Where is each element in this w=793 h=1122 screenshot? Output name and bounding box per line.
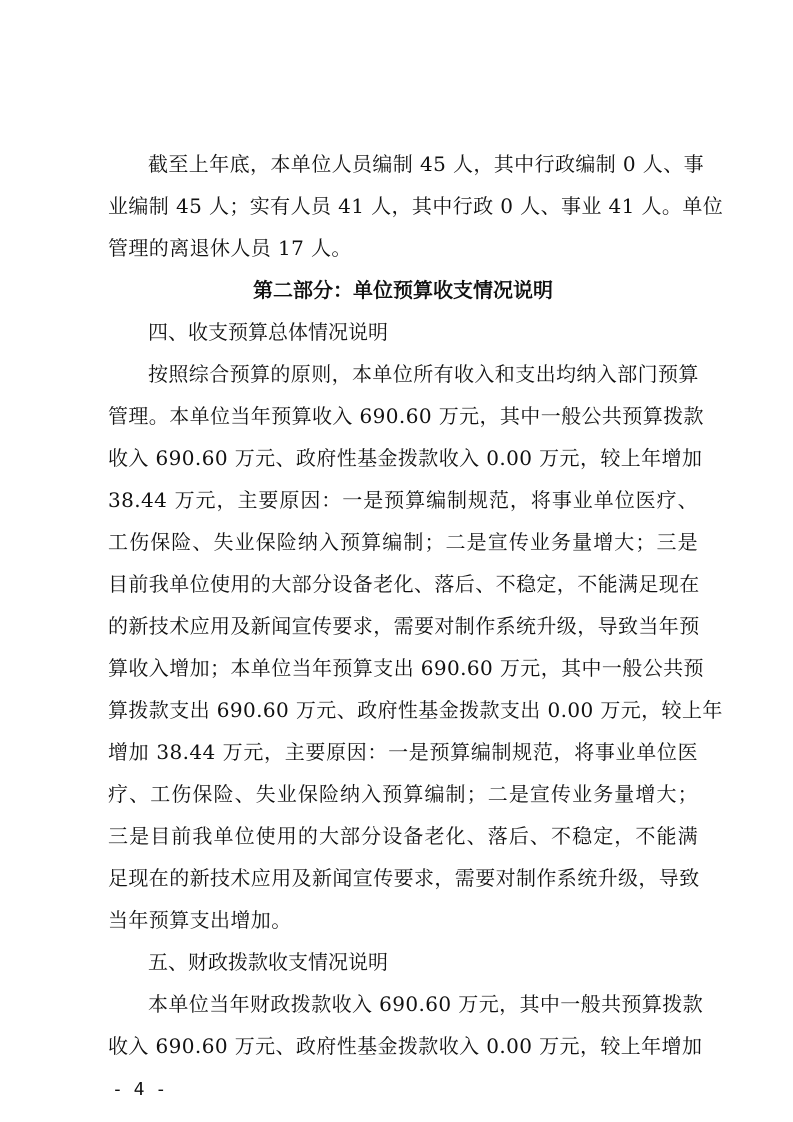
- paragraph-line: 工伤保险、失业保险纳入预算编制；二是宣传业务量增大；三是: [108, 530, 698, 554]
- paragraph-line: 的新技术应用及新闻宣传要求，需要对制作系统升级，导致当年预: [108, 614, 700, 638]
- paragraph-line: 三是目前我单位使用的大部分设备老化、落后、不稳定，不能满: [108, 824, 698, 848]
- paragraph-line: 38.44 万元，主要原因：一是预算编制规范，将事业单位医疗、: [108, 488, 698, 512]
- part-heading: 第二部分：单位预算收支情况说明: [253, 278, 553, 302]
- paragraph-line: 足现在的新技术应用及新闻宣传要求，需要对制作系统升级，导致: [108, 866, 700, 890]
- paragraph-line: 增加 38.44 万元，主要原因：一是预算编制规范，将事业单位医: [108, 740, 698, 764]
- paragraph-line: 当年预算支出增加。: [108, 908, 292, 932]
- paragraph-line: 管理。本单位当年预算收入 690.60 万元，其中一般公共预算拨款: [108, 404, 704, 428]
- section-heading: 五、财政拨款收支情况说明: [148, 950, 388, 974]
- section-heading: 四、收支预算总体情况说明: [148, 320, 388, 344]
- paragraph-line: 收入 690.60 万元、政府性基金拨款收入 0.00 万元，较上年增加: [108, 446, 703, 470]
- paragraph-line: 收入 690.60 万元、政府性基金拨款收入 0.00 万元，较上年增加: [108, 1034, 703, 1058]
- paragraph-line: 业编制 45 人；实有人员 41 人，其中行政 0 人、事业 41 人。单位: [108, 194, 724, 218]
- page-number: - 4 -: [112, 1079, 167, 1100]
- paragraph-line: 本单位当年财政拨款收入 690.60 万元，其中一般共预算拨款: [148, 992, 704, 1016]
- paragraph-line: 截至上年底，本单位人员编制 45 人，其中行政编制 0 人、事: [148, 152, 705, 176]
- paragraph-line: 管理的离退休人员 17 人。: [108, 236, 352, 260]
- paragraph-line: 算拨款支出 690.60 万元、政府性基金拨款支出 0.00 万元，较上年: [108, 698, 723, 722]
- paragraph-line: 算收入增加；本单位当年预算支出 690.60 万元，其中一般公共预: [108, 656, 704, 680]
- paragraph-line: 按照综合预算的原则，本单位所有收入和支出均纳入部门预算: [148, 362, 699, 386]
- paragraph-line: 疗、工伤保险、失业保险纳入预算编制；二是宣传业务量增大；: [108, 782, 698, 806]
- paragraph-line: 目前我单位使用的大部分设备老化、落后、不稳定，不能满足现在: [108, 572, 700, 596]
